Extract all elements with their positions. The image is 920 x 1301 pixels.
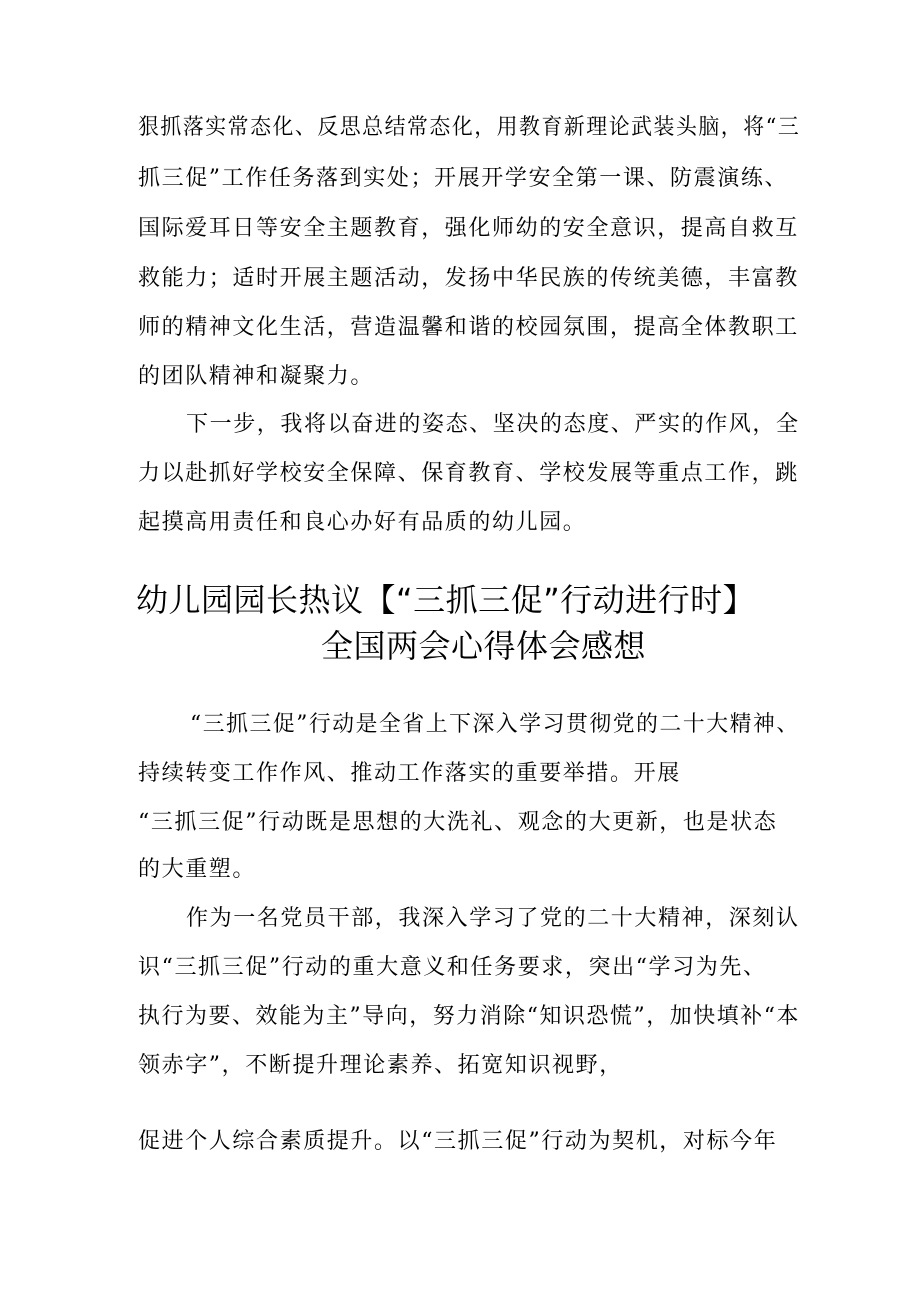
paragraph-line: 领赤字”，不断提升理论素养、拓宽知识视野， [138,1053,623,1078]
paragraph-line: 下一步，我将以奋进的姿态、坚决的态度、严实的作风，全 [186,412,800,437]
paragraph-line: 持续转变工作作风、推动工作落实的重要举措。开展 [138,761,681,786]
paragraph-line: “三抓三促”行动是全省上下深入学习贯彻党的二十大精神、 [190,712,800,737]
paragraph-line: 师的精神文化生活，营造温馨和谐的校园氛围，提高全体教职工 [138,315,799,340]
article-title-line-1: 幼儿园园长热议【“三抓三促”行动进行时】 [136,581,756,619]
paragraph-line: 识“三抓三促”行动的重大意义和任务要求，突出“学习为先、 [138,955,767,980]
paragraph-line: 执行为要、效能为主”导向，努力消除“知识恐慌”，加快填补“本 [138,1004,801,1029]
paragraph-line: 的大重塑。 [138,857,257,882]
paragraph-line: 救能力；适时开展主题活动，发扬中华民族的传统美德，丰富教 [138,266,799,291]
paragraph-line: 力以赴抓好学校安全保障、保育教育、学校发展等重点工作，跳 [138,461,799,486]
paragraph-line: 的团队精神和凝聚力。 [138,364,375,389]
paragraph-line: 国际爱耳日等安全主题教育，强化师幼的安全意识，提高自救互 [138,216,799,241]
paragraph-line: 狠抓落实常态化、反思总结常态化，用教育新理论武装头脑，将“三 [138,115,801,140]
paragraph-line: 作为一名党员干部，我深入学习了党的二十大精神，深刻认 [186,906,800,931]
paragraph-line: “三抓三促”行动既是思想的大洗礼、观念的大更新，也是状态 [138,810,778,835]
paragraph-line: 起摸高用责任和良心办好有品质的幼儿园。 [138,510,587,535]
paragraph-line: 促进个人综合素质提升。以“三抓三促”行动为契机，对标今年 [138,1129,778,1154]
paragraph-line: 抓三促”工作任务落到实处；开展开学安全第一课、防震演练、 [138,166,789,191]
article-title-line-2: 全国两会心得体会感想 [321,627,647,665]
